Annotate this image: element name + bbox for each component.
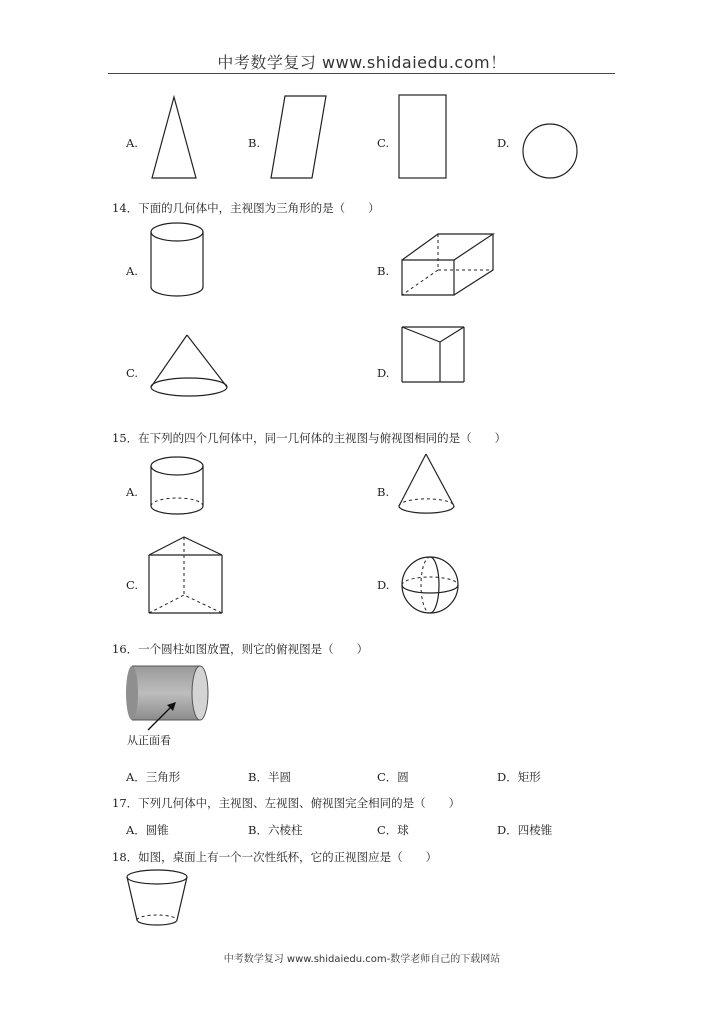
q16-option-a: A．三角形 bbox=[126, 770, 181, 784]
page-header-title: 中考数学复习 www.shidaiedu.com！ bbox=[217, 53, 507, 72]
q14-figure-d-triangular-prism bbox=[398, 322, 470, 388]
q15-option-b-label: B. bbox=[377, 485, 390, 499]
q17-option-b: B．六棱柱 bbox=[248, 823, 303, 837]
q17-option-d: D．四棱锥 bbox=[497, 823, 553, 837]
q17-question-text: 17．下列几何体中，主视图、左视图、俯视图完全相同的是（ ） bbox=[112, 796, 461, 810]
q16-option-d: D．矩形 bbox=[497, 770, 541, 784]
q16-option-b: B．半圆 bbox=[248, 770, 291, 784]
q16-option-c: C．圆 bbox=[377, 770, 409, 784]
header-divider bbox=[108, 73, 615, 74]
q15-figure-c-triangular-prism bbox=[146, 535, 228, 617]
q13-figure-b-parallelogram bbox=[270, 95, 328, 180]
q15-option-a-label: A. bbox=[126, 485, 138, 499]
q16-question-text: 16．一个圆柱如图放置，则它的俯视图是（ ） bbox=[112, 642, 369, 656]
q13-figure-a-triangle bbox=[150, 96, 200, 180]
q13-option-b-label: B. bbox=[248, 136, 261, 150]
q16-figure-caption: 从正面看 bbox=[127, 734, 171, 747]
q14-figure-c-cone bbox=[148, 332, 230, 400]
q13-option-a-label: A. bbox=[126, 136, 138, 150]
q14-option-d-label: D. bbox=[377, 366, 390, 380]
q16-figure-lying-cylinder bbox=[126, 662, 216, 732]
q13-option-c-label: C. bbox=[377, 136, 390, 150]
page-footer-text: 中考数学复习 www.shidaiedu.com-数学老师自己的下载网站 bbox=[223, 954, 501, 965]
q15-figure-b-cone bbox=[396, 452, 458, 518]
q13-option-d-label: D. bbox=[497, 136, 510, 150]
q17-option-c: C．球 bbox=[377, 823, 409, 837]
q14-question-text: 14．下面的几何体中，主视图为三角形的是（ ） bbox=[112, 201, 380, 215]
q14-option-c-label: C. bbox=[126, 366, 139, 380]
q14-figure-a-cylinder bbox=[150, 222, 206, 298]
q15-figure-a-cylinder bbox=[150, 456, 206, 520]
q14-figure-b-cuboid bbox=[398, 230, 498, 300]
q15-question-text: 15．在下列的四个几何体中，同一几何体的主视图与俯视图相同的是（ ） bbox=[112, 431, 507, 445]
q18-figure-paper-cup bbox=[125, 868, 191, 930]
q17-option-a: A．圆锥 bbox=[126, 823, 169, 837]
q13-figure-c-rectangle bbox=[398, 94, 448, 180]
q14-option-a-label: A. bbox=[126, 264, 138, 278]
q15-option-d-label: D. bbox=[377, 578, 390, 592]
q18-question-text: 18．如图，桌面上有一个一次性纸杯，它的正视图应是（ ） bbox=[112, 850, 438, 864]
q15-figure-d-sphere bbox=[400, 555, 462, 617]
q14-option-b-label: B. bbox=[377, 264, 390, 278]
q13-figure-d-circle bbox=[522, 123, 580, 181]
q15-option-c-label: C. bbox=[126, 578, 139, 592]
